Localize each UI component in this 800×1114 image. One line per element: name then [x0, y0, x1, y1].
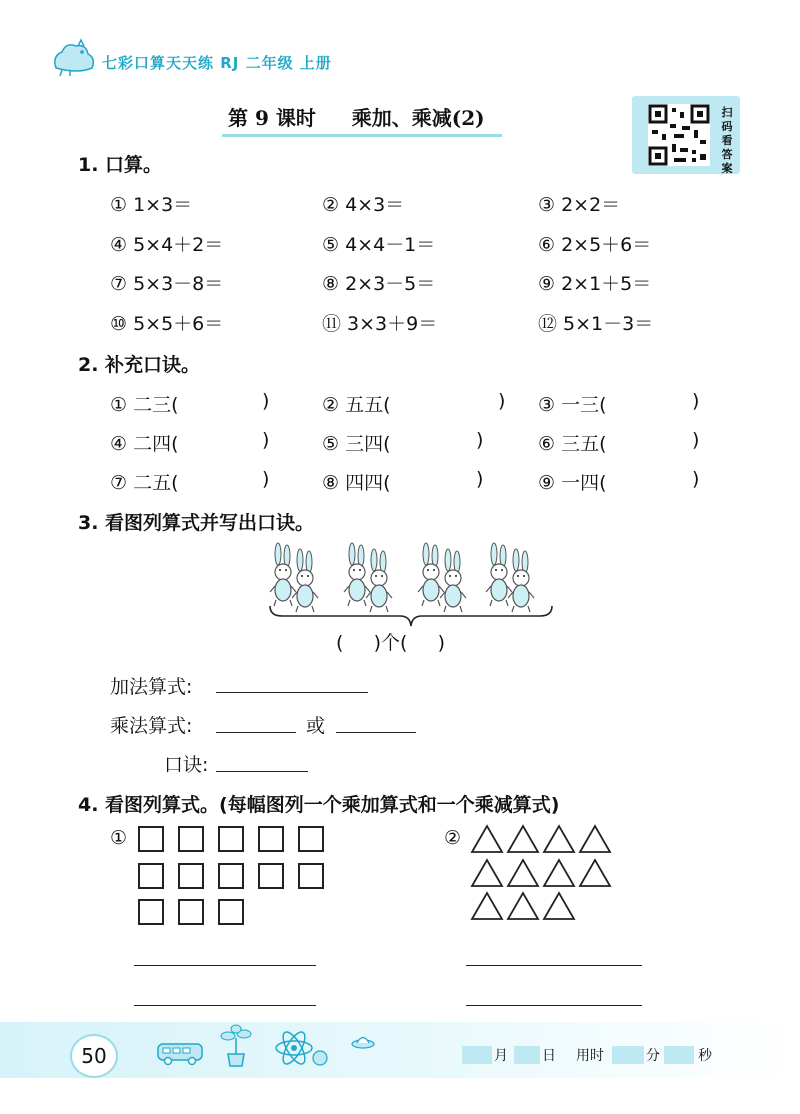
rhyme-item: ④ 二四( — [110, 433, 179, 455]
calc-item: ① 1×3＝ — [110, 194, 193, 216]
fig1-answer-line-2[interactable] — [134, 1005, 316, 1006]
rhyme-item: ⑤ 三四( — [322, 433, 391, 455]
month-fill-box[interactable] — [462, 1046, 492, 1064]
triangle-shape — [472, 893, 502, 919]
lesson-title — [228, 102, 485, 131]
rhyme-item: ⑨ 一四( — [538, 472, 607, 494]
square-shape — [258, 863, 284, 889]
multiplication-label: 乘法算式: — [110, 715, 193, 737]
calc-item: ⑧ 2×3－5＝ — [322, 273, 436, 295]
calc-item: ④ 5×4＋2＝ — [110, 234, 224, 256]
fig1-answer-line-1[interactable] — [134, 965, 316, 966]
day-fill-box[interactable] — [514, 1046, 540, 1064]
rhyme-item: ⑦ 二五( — [110, 472, 179, 494]
calc-item: ⑥ 2×5＋6＝ — [538, 234, 652, 256]
triangle-shape — [580, 860, 610, 886]
rabbit-icon — [270, 543, 296, 606]
square-shape — [298, 863, 324, 889]
close-paren: ) — [262, 468, 270, 490]
rhyme-item: ⑧ 四四( — [322, 472, 391, 494]
qr-caption: 扫 码 看 答 案 — [721, 106, 733, 175]
close-paren: ) — [476, 468, 484, 490]
atom-icon — [272, 1028, 332, 1068]
section-2-title: 2. 补充口诀。 — [78, 354, 201, 376]
lesson-number: 第 9 课时 — [228, 106, 316, 130]
minutes-fill-box[interactable] — [612, 1046, 644, 1064]
fig2-answer-line-2[interactable] — [466, 1005, 642, 1006]
series-header: 七彩口算天天练 RJ 二年级 上册 — [102, 54, 332, 72]
calc-item: ⑤ 4×4－1＝ — [322, 234, 436, 256]
calc-item: ③ 2×2＝ — [538, 194, 621, 216]
close-paren: ) — [476, 429, 484, 451]
minutes-label: 分 — [646, 1048, 660, 1064]
square-shape — [138, 826, 164, 852]
close-paren: ) — [262, 390, 270, 412]
or-label: 或 — [306, 715, 326, 737]
rabbit-icon — [344, 543, 370, 606]
square-shape — [178, 899, 204, 925]
lesson-topic: 乘加、乘减(2) — [351, 106, 485, 130]
rabbit-icon — [440, 549, 466, 612]
day-label: 日 — [542, 1048, 556, 1064]
square-shape — [138, 863, 164, 889]
rhyme-item: ⑥ 三五( — [538, 433, 607, 455]
square-shape — [258, 826, 284, 852]
triangle-shape — [508, 893, 538, 919]
rhyme-label: 口诀: — [164, 754, 209, 776]
triangle-shape — [580, 826, 610, 852]
title-underline — [222, 134, 502, 137]
close-paren: ) — [498, 390, 506, 412]
time-used-label: 用时 — [576, 1048, 604, 1064]
rabbit-icon — [486, 543, 512, 606]
square-shape — [218, 826, 244, 852]
brace-label: ( )个( ) — [336, 632, 446, 654]
close-paren: ) — [262, 429, 270, 451]
square-shape — [218, 863, 244, 889]
rhyme-answer-line[interactable] — [216, 771, 308, 772]
addition-answer-line[interactable] — [216, 692, 368, 693]
triangle-shape — [544, 893, 574, 919]
fig2-answer-line-1[interactable] — [466, 965, 642, 966]
multiplication-answer-line-1[interactable] — [216, 732, 296, 733]
triangle-shape — [508, 826, 538, 852]
seconds-label: 秒 — [698, 1048, 712, 1064]
square-shape — [178, 826, 204, 852]
calc-item: ⑪ 3×3＋9＝ — [322, 313, 438, 335]
month-label: 月 — [494, 1048, 508, 1064]
triangle-shape — [472, 826, 502, 852]
close-paren: ) — [692, 468, 700, 490]
seconds-fill-box[interactable] — [664, 1046, 694, 1064]
plant-icon — [216, 1024, 256, 1068]
calc-item: ② 4×3＝ — [322, 194, 405, 216]
figure-1-label: ① — [110, 827, 128, 849]
rhyme-item: ① 二三( — [110, 394, 179, 416]
section-1-title: 1. 口算。 — [78, 154, 163, 176]
square-shape — [218, 899, 244, 925]
triangle-shape — [544, 860, 574, 886]
rhyme-item: ② 五五( — [322, 394, 391, 416]
curly-brace — [266, 604, 556, 630]
close-paren: ) — [692, 390, 700, 412]
square-shape — [178, 863, 204, 889]
section-4-title: 4. 看图列算式。(每幅图列一个乘加算式和一个乘减算式) — [78, 794, 560, 816]
triangle-figure — [466, 822, 616, 922]
rabbit-icon — [366, 549, 392, 612]
figure-2-label: ② — [444, 827, 462, 849]
rabbit-icon — [418, 543, 444, 606]
bus-icon — [156, 1040, 204, 1066]
square-shape — [298, 826, 324, 852]
rhyme-item: ③ 一三( — [538, 394, 607, 416]
triangle-shape — [472, 860, 502, 886]
page-number: 50 — [70, 1034, 118, 1078]
multiplication-answer-line-2[interactable] — [336, 732, 416, 733]
rabbit-icon — [292, 549, 318, 612]
triangle-shape — [508, 860, 538, 886]
rooster-logo-icon — [48, 38, 100, 78]
ufo-icon — [350, 1032, 376, 1052]
triangle-shape — [544, 826, 574, 852]
calc-item: ⑩ 5×5＋6＝ — [110, 313, 224, 335]
calc-item: ⑨ 2×1＋5＝ — [538, 273, 652, 295]
rabbit-icon — [508, 549, 534, 612]
calc-item: ⑦ 5×3－8＝ — [110, 273, 224, 295]
section-3-title: 3. 看图列算式并写出口诀。 — [78, 512, 315, 534]
qr-code-icon[interactable] — [648, 104, 710, 166]
square-shape — [138, 899, 164, 925]
close-paren: ) — [692, 429, 700, 451]
addition-label: 加法算式: — [110, 676, 193, 698]
calc-item: ⑫ 5×1－3＝ — [538, 313, 654, 335]
